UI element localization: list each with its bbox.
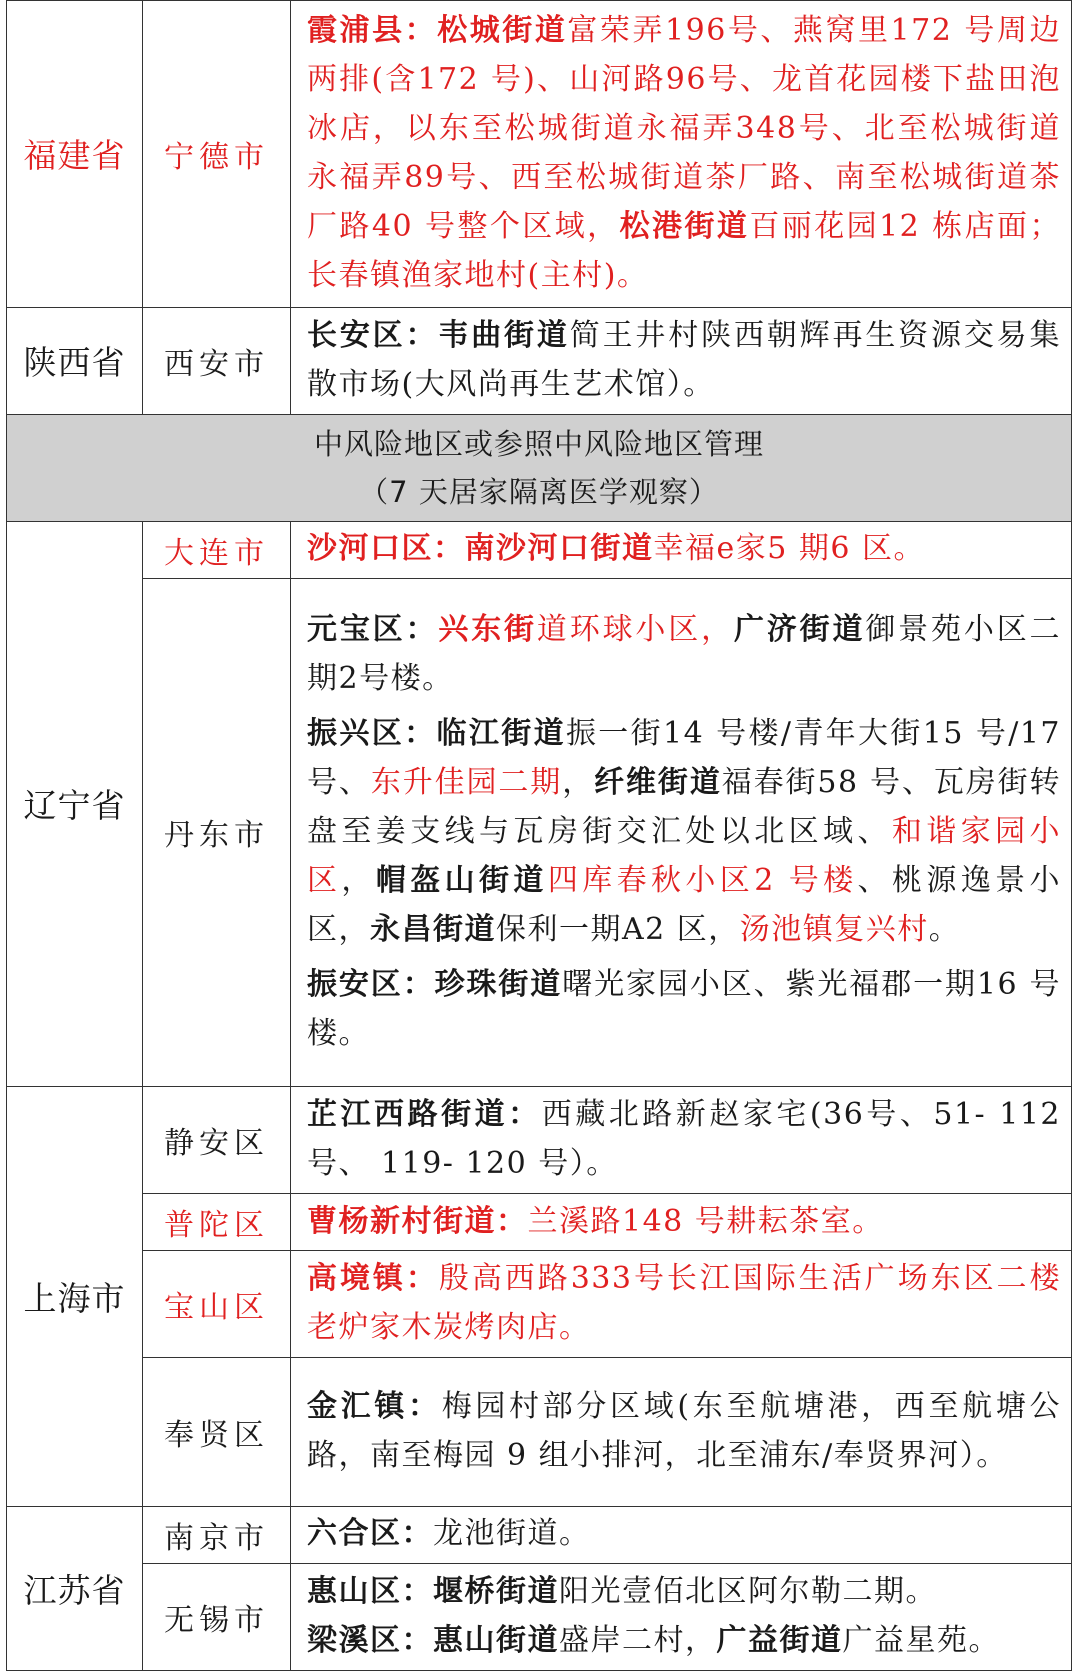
district-block	[307, 960, 1061, 1058]
table-row	[7, 1, 1072, 308]
area-text: 百丽花园12 栋店面；长春镇渔家地村(主村)。	[307, 208, 1061, 293]
area-description	[291, 1087, 1072, 1194]
street-name: 金汇镇：	[307, 1389, 442, 1425]
table-row	[7, 1506, 1072, 1563]
street-name: 松港街道	[619, 208, 750, 244]
street-name: 广济街道	[733, 611, 866, 647]
street-name: 南沙河口街道	[464, 531, 654, 567]
district-block	[307, 605, 1061, 703]
area-description	[291, 1358, 1072, 1507]
city-cell: 丹东市	[143, 578, 291, 1086]
district-block	[307, 709, 1061, 954]
street-name: 永昌街道	[370, 911, 496, 947]
area-description	[291, 521, 1072, 578]
district-name: 沙河口区：	[307, 531, 465, 567]
table-row	[7, 521, 1072, 578]
street-name: 高境镇：	[307, 1261, 439, 1297]
street-name: 芷江西路街道：	[307, 1097, 542, 1133]
area-text: 东升佳园二期	[370, 764, 563, 800]
province-cell: 上海市	[7, 1087, 143, 1507]
city-cell: 无锡市	[143, 1563, 291, 1670]
banner-title: 中风险地区或参照中风险地区管理	[313, 426, 764, 461]
district-name: 惠山区：	[307, 1573, 433, 1609]
province-cell: 陕西省	[7, 307, 143, 414]
city-cell: 西安市	[143, 307, 291, 414]
city-cell: 大连市	[143, 521, 291, 578]
area-description	[291, 1194, 1072, 1251]
district-name: 振安区：	[307, 966, 435, 1002]
area-text: 福春街58 号、瓦房街转盘至姜支线与瓦房街交汇处以北区域、	[307, 764, 1062, 849]
district-name: 振兴区：	[307, 715, 437, 751]
area-text: 简王井村陕西朝辉再生资源交易集散市场(大风尚再生艺术馆）。	[307, 317, 1062, 402]
area-text: 御景苑小区二期2号楼。	[307, 611, 1062, 696]
area-description	[291, 1, 1072, 308]
district-block	[307, 1616, 1061, 1665]
table-row	[7, 1358, 1072, 1507]
district-name: 梁溪区：	[307, 1622, 433, 1658]
street-name: 韦曲街道	[438, 317, 570, 353]
street-name: 曹杨新村街道：	[307, 1203, 528, 1239]
area-text: 殷高西路333号长江国际生活广场东区二楼老炉家木炭烤肉店。	[307, 1261, 1061, 1346]
area-text: 曙光家园小区、紫光福郡一期16 号楼。	[307, 966, 1062, 1051]
area-text: 保利一期A2 区，	[496, 911, 740, 947]
area-text: ，	[562, 764, 595, 800]
area-text: 和谐家园小区	[307, 813, 1062, 898]
district-name: 六合区：	[307, 1516, 433, 1552]
street-name: 松城街道	[437, 12, 568, 48]
area-text: 盛岸二村，	[559, 1622, 717, 1658]
risk-area-table	[6, 0, 1072, 1671]
area-text: 四库春秋小区2 号楼	[547, 862, 858, 898]
street-name: 珍珠街道	[434, 966, 563, 1002]
area-text: 梅园村部分区域(东至航塘港，西至航塘公路，南至梅园 9 组小排河，北至浦东/奉贤界河）。	[307, 1389, 1061, 1474]
street-name: 广益街道	[716, 1622, 843, 1658]
table-row	[7, 1251, 1072, 1358]
city-cell: 宁德市	[143, 1, 291, 308]
area-text: 兰溪路148 号耕耘茶室。	[527, 1203, 884, 1239]
area-text: 幸福e家5 期6 区。	[653, 531, 925, 567]
province-cell: 江苏省	[7, 1506, 143, 1670]
district-name: 元宝区：	[307, 611, 439, 647]
area-text: 广益星苑。	[842, 1622, 1000, 1658]
table-row	[7, 1087, 1072, 1194]
area-text: 、桃源逸景小区，	[307, 862, 1062, 947]
city-cell: 南京市	[143, 1506, 291, 1563]
district-name: 长安区：	[307, 317, 439, 353]
district-name: 霞浦县：	[307, 12, 438, 48]
banner-subtitle: （7 天居家隔离医学观察）	[359, 474, 719, 509]
area-text: 汤池镇复兴村	[739, 911, 929, 947]
area-description	[291, 1251, 1072, 1358]
city-cell: 静安区	[143, 1087, 291, 1194]
area-text: 阳光壹佰北区阿尔勒二期。	[559, 1573, 937, 1609]
district-block	[307, 1567, 1061, 1616]
area-text: ，	[341, 862, 376, 898]
section-banner-row	[7, 414, 1072, 521]
area-description	[291, 1563, 1072, 1670]
area-text: 西藏北路新赵家宅(36号、51- 112号、 119- 120 号）。	[307, 1097, 1061, 1182]
table-row	[7, 578, 1072, 1086]
street-name: 临江街道	[436, 715, 566, 751]
area-text: 振一街14 号楼/青年大街15 号/17 号、	[307, 715, 1062, 800]
province-cell: 辽宁省	[7, 521, 143, 1086]
street-name: 兴东街	[438, 611, 537, 647]
area-text: 富荣弄196号、燕窝里172 号周边两排(含172 号)、山河路96号、龙首花园楼下盐田泡冰店，以东至松城街道永福弄348号、北至松城街道永福弄89号、西至松城街道茶厂路、南至松城街道茶厂路40 号整个区域，	[307, 12, 1061, 244]
province-cell: 福建省	[7, 1, 143, 308]
area-text: 龙池街道。	[433, 1516, 591, 1552]
area-text: 道环球小区，	[536, 611, 734, 647]
city-cell: 普陀区	[143, 1194, 291, 1251]
street-name: 堰桥街道	[433, 1573, 559, 1609]
area-description	[291, 307, 1072, 414]
table-row	[7, 1194, 1072, 1251]
table-row	[7, 307, 1072, 414]
city-cell: 宝山区	[143, 1251, 291, 1358]
street-name: 帽盔山街道	[375, 862, 548, 898]
area-text: 。	[928, 911, 961, 947]
city-cell: 奉贤区	[143, 1358, 291, 1507]
street-name: 惠山街道	[433, 1622, 559, 1658]
street-name: 纤维街道	[594, 764, 722, 800]
section-banner	[7, 414, 1072, 521]
table-row	[7, 1563, 1072, 1670]
area-description	[291, 578, 1072, 1086]
area-description	[291, 1506, 1072, 1563]
